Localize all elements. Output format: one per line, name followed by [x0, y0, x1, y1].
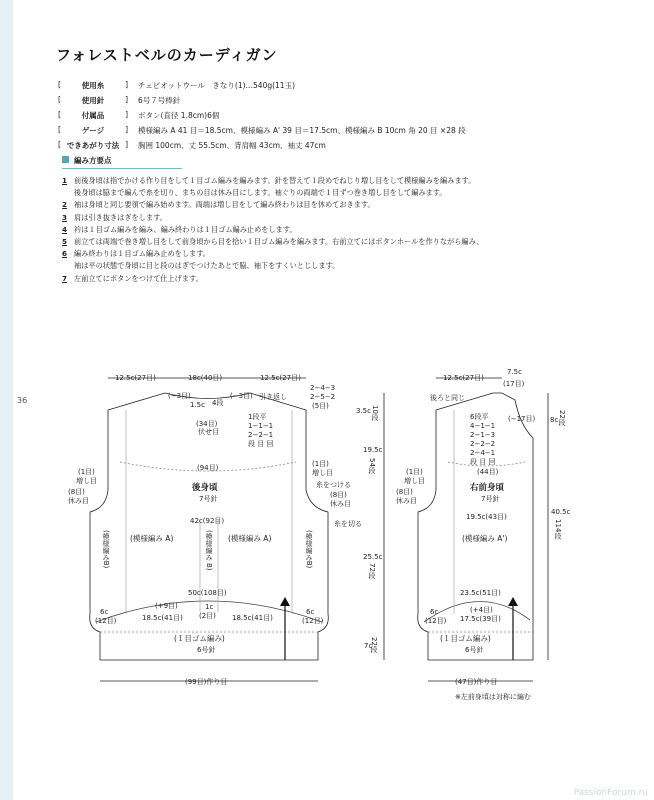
- pattern-label: (模様編み A): [130, 534, 174, 543]
- dim-label: 17.5c(39目): [460, 615, 501, 623]
- dim-label: 休み目: [68, 497, 89, 505]
- needle-label: 7号針: [199, 495, 218, 503]
- dim-label: 50c(108目): [188, 589, 227, 597]
- dim-label: (−17目): [508, 415, 536, 423]
- cast-on-label: (47目)作り目: [455, 678, 498, 686]
- dim-label: 4−1−1: [470, 422, 496, 430]
- dim-label: 114段: [554, 519, 562, 540]
- needle-label: 6号針: [465, 646, 484, 654]
- dim-label: 休み目: [330, 500, 351, 508]
- dim-label: 1c: [205, 603, 214, 611]
- page-number: 36: [17, 396, 28, 405]
- dim-label: 2−2−1: [248, 431, 274, 439]
- step-number: 2: [62, 200, 68, 210]
- pattern-title: フォレストベルのカーディガン: [56, 46, 278, 64]
- dim-label: 18.5c(41目): [142, 614, 183, 622]
- spec-value: チェビオットウール きなり(1)…540g(11玉): [138, 81, 295, 90]
- section-heading: 編み方要点: [62, 155, 182, 169]
- step-number: 6: [62, 249, 68, 259]
- dim-label: 1−1−1: [248, 422, 274, 430]
- pattern-label: (模様編み B): [205, 530, 213, 571]
- step-text: 肩は引き抜きはぎをします。: [74, 212, 167, 222]
- dim-label: (+4目): [470, 606, 493, 614]
- dim-label: 6c: [100, 608, 109, 616]
- dim-label: (8目): [330, 491, 347, 499]
- dim-label: 1.5c: [190, 401, 205, 409]
- piece-name: 後身頃: [192, 483, 218, 493]
- spec-value: ボタン(直径 1.8cm)6個: [138, 111, 220, 120]
- dim-label: (5目): [312, 402, 329, 410]
- spec-label: [ 使用針 ]: [58, 95, 128, 106]
- dim-label: 22段: [558, 410, 566, 426]
- step-number: 1: [62, 176, 68, 185]
- dim-label: 40.5c: [551, 508, 571, 516]
- pattern-label: (模様編み A'): [462, 534, 508, 543]
- step-text: 後身頃は脇まで編んで糸を切り、まちの目は休み目にします。袖ぐりの両端で１目ずつ巻き増し目をして編みます。: [74, 188, 447, 198]
- dim-label: 6c: [306, 608, 315, 616]
- step-text: 前後身頃は指でかける作り目をして１目ゴム編みを編みます。針を替えて１段めでねじり増し目をして模様編みを編みます。: [74, 176, 476, 185]
- spec-label: [ 使用糸 ]: [58, 80, 128, 91]
- dim-label: 2−5−2: [310, 393, 336, 401]
- dim-label: 6段平: [470, 413, 489, 421]
- dim-label: 42c(92目): [190, 517, 225, 525]
- piece-name: 右前身頃: [470, 483, 505, 493]
- needle-label: 7号針: [481, 495, 500, 503]
- dim-label: (1目): [78, 468, 95, 476]
- dim-label: 増し目: [312, 469, 333, 477]
- dim-label: 19.5c: [363, 446, 383, 454]
- pattern-label: (模様編みB): [102, 530, 110, 569]
- dim-label: (44目): [477, 468, 499, 476]
- dim-label: 3.5c: [356, 407, 371, 415]
- step-text: 袖は平の状態で身頃に目と段のはぎでつけたあとで脇、袖下をすくいとじします。: [74, 261, 340, 271]
- dim-label: 6c: [430, 608, 439, 616]
- step-number: 5: [62, 237, 68, 247]
- spec-value: 6号７号棒針: [138, 96, 181, 105]
- dim-label: 伏せ目: [198, 428, 219, 436]
- dim-label: 糸を切る: [334, 520, 362, 528]
- dim-label: 12.5c(27目): [115, 374, 156, 382]
- step-text: 袖は身頃と同じ要領で編み始めます。両端は増し目をして編み終わりは目を休めておきます。: [74, 200, 375, 210]
- pattern-label: (模様編みB): [305, 530, 313, 569]
- dim-label: 段 目 回: [248, 440, 274, 448]
- needle-label: 6号針: [197, 646, 216, 654]
- cast-on-label: (99目)作り目: [185, 678, 228, 686]
- dim-label: 1段平: [248, 413, 267, 421]
- dim-label: (−3目): [168, 392, 191, 400]
- spec-label: [ できあがり寸法 ]: [58, 140, 128, 151]
- watermark: PassionForum.ru: [573, 788, 648, 798]
- dim-label: 2−2−2: [470, 440, 496, 448]
- note-label: ※左前身頃は対称に編む: [455, 693, 531, 701]
- rib-label: (１目ゴム編み): [174, 634, 225, 643]
- step-text: 編み終わりは１目ゴム編み止めをします。: [74, 249, 210, 259]
- spec-value: 模様編み A 41 目＝18.5cm、模様編み A' 39 目＝17.5cm、模様編み B 10cm 角 20 目 ×28 段: [138, 126, 466, 135]
- dim-label: 増し目: [76, 477, 97, 485]
- dim-label: 4段: [212, 399, 224, 407]
- dim-label: 12.5c(27目): [260, 374, 301, 382]
- dim-label: 増し目: [404, 477, 425, 485]
- vertical-dims: [356, 405, 383, 654]
- dim-label: (8目): [68, 488, 85, 496]
- dim-label: (1目): [406, 468, 423, 476]
- dim-label: 段 目 回: [470, 458, 496, 466]
- dim-label: 19.5c(43目): [466, 513, 507, 521]
- dim-label: 18c(40目): [188, 374, 223, 382]
- dim-label: 休み目: [396, 497, 417, 505]
- dim-label: 10段: [371, 405, 379, 421]
- step-text: 前立ては両端で巻き増し目をして前身頃から目を拾い１目ゴム編みを編みます。右前立てにはボタンホールを作りながら編み、: [74, 237, 484, 247]
- dim-label: 2−4−3: [310, 384, 336, 392]
- dim-label: (1目): [312, 460, 329, 468]
- dim-label: 54段: [368, 458, 376, 474]
- rib-label: (１目ゴム編み): [440, 634, 491, 643]
- step-number: 4: [62, 224, 68, 234]
- dim-label: 引き返し: [259, 393, 287, 401]
- dim-label: 2−4−1: [470, 449, 496, 457]
- dim-label: (8目): [396, 488, 413, 496]
- step-text: 衿は１目ゴム編みを編み、編み終わりは１目ゴム編み止めをします。: [74, 224, 297, 234]
- dim-label: 72段: [368, 563, 376, 579]
- step-number: 3: [62, 212, 68, 222]
- step-text: 左前立てにボタンをつけて仕上げます。: [74, 273, 203, 283]
- dim-label: (2目): [199, 612, 216, 620]
- dim-label: (12目): [95, 617, 117, 625]
- dim-label: 25.5c: [363, 553, 383, 561]
- dim-label: (+9目): [155, 602, 178, 610]
- spec-label: [ 付属品 ]: [58, 110, 128, 121]
- dim-label: (94目): [197, 464, 219, 472]
- dim-label: 8c: [550, 416, 559, 424]
- dim-label: (12目): [302, 617, 324, 625]
- dim-label: 12.5c(27目): [443, 374, 484, 382]
- pattern-label: (模様編み A): [228, 534, 272, 543]
- dim-label: (−3目): [230, 392, 253, 400]
- dim-label: 23.5c(51目): [460, 589, 501, 597]
- dim-label: 後ろと同じ: [430, 394, 465, 402]
- dim-label: 糸をつける: [316, 481, 351, 489]
- dim-label: (12目): [425, 617, 447, 625]
- dim-label: 7c: [364, 642, 373, 650]
- dim-label: 7.5c: [507, 368, 522, 376]
- dim-label: 18.5c(41目): [232, 614, 273, 622]
- step-number: 7: [62, 273, 68, 283]
- dim-label: 22段: [370, 637, 378, 653]
- dim-label: (34目): [196, 420, 218, 428]
- back-body-diagram: [90, 378, 384, 681]
- spec-label: [ ゲージ ]: [58, 125, 128, 136]
- spec-value: 胸囲 100cm、丈 55.5cm、背肩幅 43cm、袖丈 47cm: [138, 141, 326, 150]
- front-body-labels: [396, 368, 571, 701]
- dim-label: 2−1−3: [470, 431, 496, 439]
- dim-label: (17目): [503, 380, 525, 388]
